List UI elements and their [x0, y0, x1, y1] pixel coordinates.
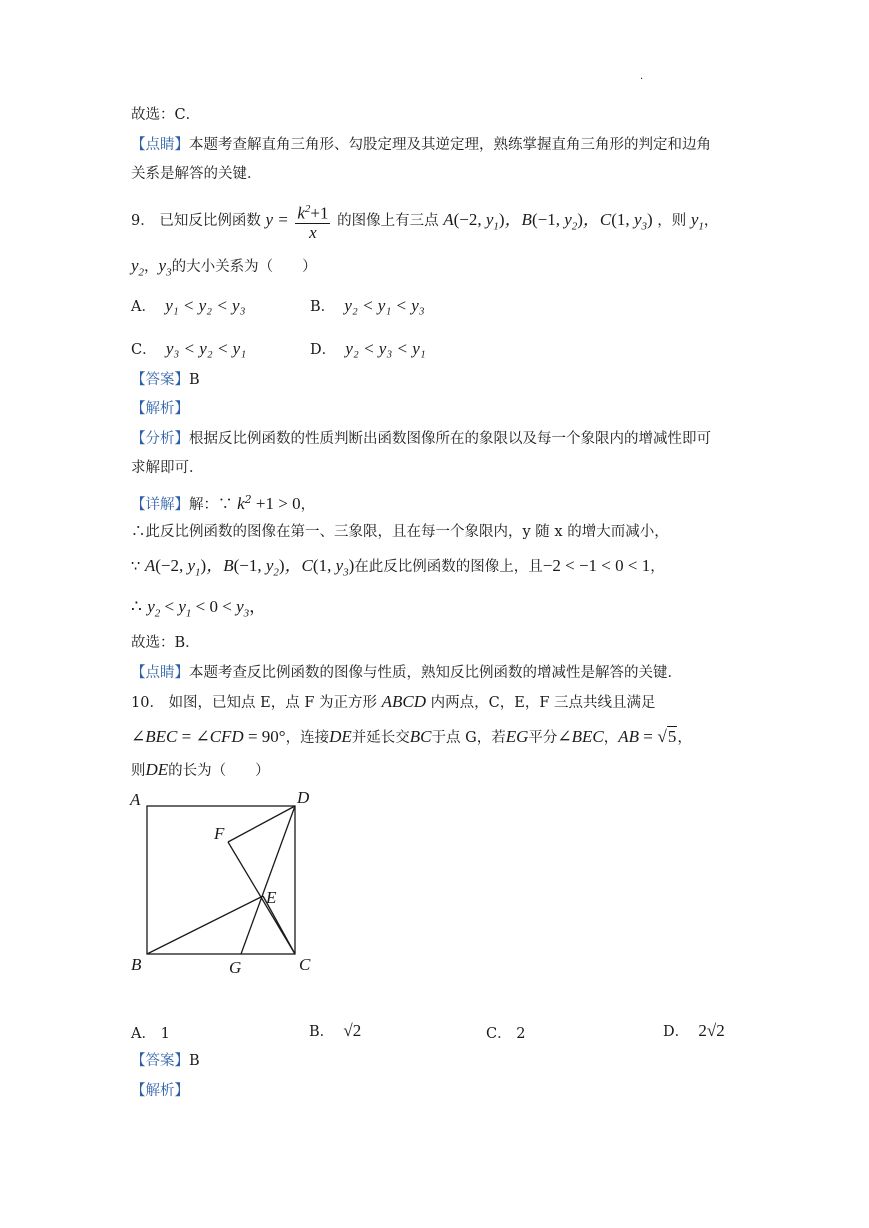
q9-detail-line3: ∵ A(−2, $y_1$)，B(−1, $y_2$)，C(1, $y_3$)在此反比例函数的图像上，且−2 < −1 < 0 < 1， [131, 556, 665, 579]
q9-option-a: A． y₁ < y₂ < y₃ [131, 296, 246, 315]
q9-analysis-line1: 【分析】根据反比例函数的性质判断出函数图像所在的象限以及每一个象限内的增减性即可 [131, 431, 711, 447]
q9-text4: 的大小关系为（ ） [171, 259, 317, 275]
q10-option-a: A． 1 [131, 1026, 170, 1042]
q9-text2: 的图像上有三点 [337, 212, 439, 229]
q9-detail-line4: ∴ $y_2 < y_1 < 0 < y_3$， [131, 597, 267, 620]
prev-comment-line1 [131, 135, 711, 155]
label-c: C [299, 955, 311, 974]
q9-answer: 【答案】B [131, 372, 200, 388]
comment-tag: 【点睛】 [131, 137, 189, 153]
q9-choice: 故选：B． [131, 635, 200, 651]
q10-figure [125, 785, 325, 980]
segment-be [147, 896, 263, 954]
q10-stem-line3: 则DE的长为（ ） [131, 760, 270, 779]
label-b: B [131, 955, 142, 974]
q10-answer: 【答案】B [131, 1053, 200, 1069]
header-dot: · [640, 74, 644, 85]
label-e: E [266, 888, 277, 907]
q10-stem-line1: 10． 如图，已知点 E，点 F 为正方形 ABCD 内两点，C，E，F 三点共线且满足 [131, 692, 656, 711]
q9-option-c: C． y₃ < y₂ < y₁ [131, 339, 247, 358]
q9-jiexi: 【解析】 [131, 401, 189, 417]
q10-stem-line2: ∠BEC = ∠CFD = 90°，连接DE并延长交BC于点 G，若EG平分∠BEC，AB = √5， [131, 727, 692, 746]
q10-option-c: C． 2 [486, 1026, 526, 1042]
label-d: D [297, 788, 310, 807]
segment-fd [228, 806, 295, 842]
prev-choice: 故选：C． [131, 107, 201, 123]
q9-text: 已知反比例函数 [159, 212, 261, 229]
label-a: A [130, 790, 141, 809]
segment-dg [241, 806, 295, 954]
label-f: F [214, 824, 225, 843]
q9-points: A(−2, $y_1$)，B(−1, $y_2$)，C(1, $y_3$) [443, 209, 653, 233]
q9-comment: 【点睛】本题考查反比例函数的图像与性质，熟知反比例函数的增减性是解答的关键． [131, 665, 682, 681]
q10-jiexi: 【解析】 [131, 1083, 189, 1099]
q9-number: 9． [131, 212, 155, 229]
q10-option-b: B． √2 [309, 1021, 362, 1040]
q9-stem-line1: 9． 已知反比例函数 y = $\frac{k^2+1}{x}$ 的图像上有三点 A(−2, $y_1$)，B(−1, $y_2$)，C(1, $y_3$) ，则 $y_1$， [131, 200, 718, 244]
segment-fc [228, 842, 295, 954]
label-g: G [229, 958, 242, 977]
prev-comment-line2: 关系是解答的关键． [131, 166, 262, 182]
q9-option-d: D． y₂ < y₃ < y₁ [310, 339, 426, 358]
q9-text3: ，则 [657, 212, 687, 229]
q10-option-d: D． 2√2 [663, 1021, 725, 1040]
q9-function: y = [265, 209, 289, 229]
comment-text: 本题考查解直角三角形、勾股定理及其逆定理，熟练掌握直角三角形的判定和边角 [189, 137, 711, 153]
q9-detail-line1: 【详解】解：∵ $k^2 +1 > 0$， [131, 493, 316, 513]
q9-fraction: $\frac{k^2+1}{x}$ [295, 200, 330, 242]
q9-option-b: B． y₂ < y₁ < y₃ [310, 296, 425, 315]
q9-analysis-line2: 求解即可． [131, 460, 204, 476]
q9-detail-line2: ∴此反比例函数的图像在第一、三象限，且在每一个象限内，y 随 x 的增大而减小， [131, 524, 669, 540]
q9-stem-line2: $y_2$，$y_3$的大小关系为（ ） [131, 256, 317, 279]
